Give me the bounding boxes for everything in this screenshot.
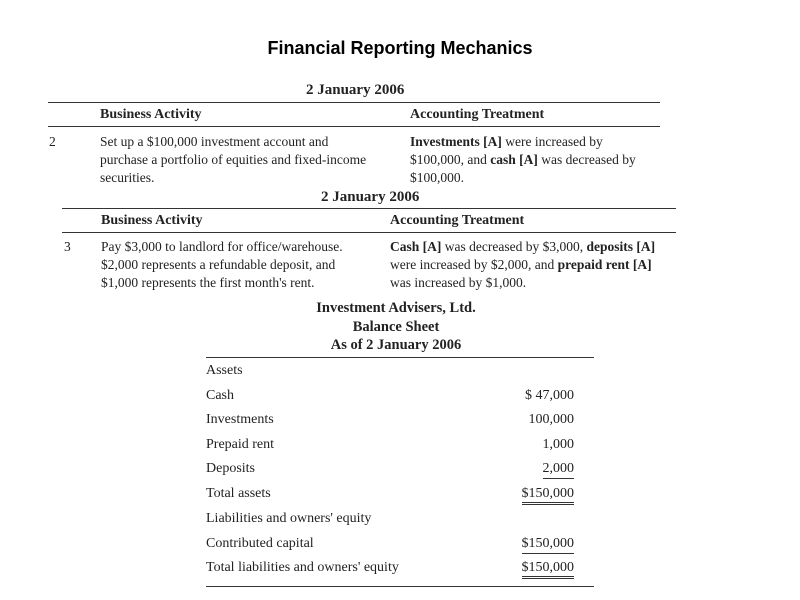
entry-date: 2 January 2006	[321, 189, 420, 205]
treatment-description: Cash [A] was decreased by $3,000, deposits [A] were increased by $2,000, and prepaid rent [A] was increased by $1,000.	[390, 239, 656, 290]
slide-title: Financial Reporting Mechanics	[267, 38, 533, 58]
statement-date: As of 2 January 2006	[330, 337, 462, 353]
header-rule-bottom	[62, 232, 676, 233]
business-activity-header: Business Activity	[100, 107, 202, 122]
activity-description: Pay $3,000 to landlord for office/warehouse. $2,000 represents a refundable deposit, and $1,000 represents the first month's rent.	[101, 239, 343, 290]
business-activity-header: Business Activity	[101, 213, 203, 228]
balance-sheet-bottom-rule	[206, 586, 594, 587]
statement-name: Balance Sheet	[352, 319, 440, 335]
accounting-treatment-header: Accounting Treatment	[410, 107, 545, 122]
entry-number: 3	[64, 239, 71, 254]
header-rule-top	[62, 208, 676, 209]
header-rule-top	[48, 102, 660, 103]
accounting-treatment-header: Accounting Treatment	[390, 213, 525, 228]
activity-description: Set up a $100,000 investment account and purchase a portfolio of equities and fixed-income securities.	[100, 134, 367, 185]
balance-sheet-top-rule	[206, 357, 594, 358]
treatment-description: Investments [A] were increased by $100,000, and cash [A] was decreased by $100,000.	[410, 134, 636, 185]
entry-date: 2 January 2006	[306, 82, 405, 98]
entry-number: 2	[49, 134, 56, 149]
company-name: Investment Advisers, Ltd.	[316, 300, 476, 316]
header-rule-bottom	[48, 126, 660, 127]
